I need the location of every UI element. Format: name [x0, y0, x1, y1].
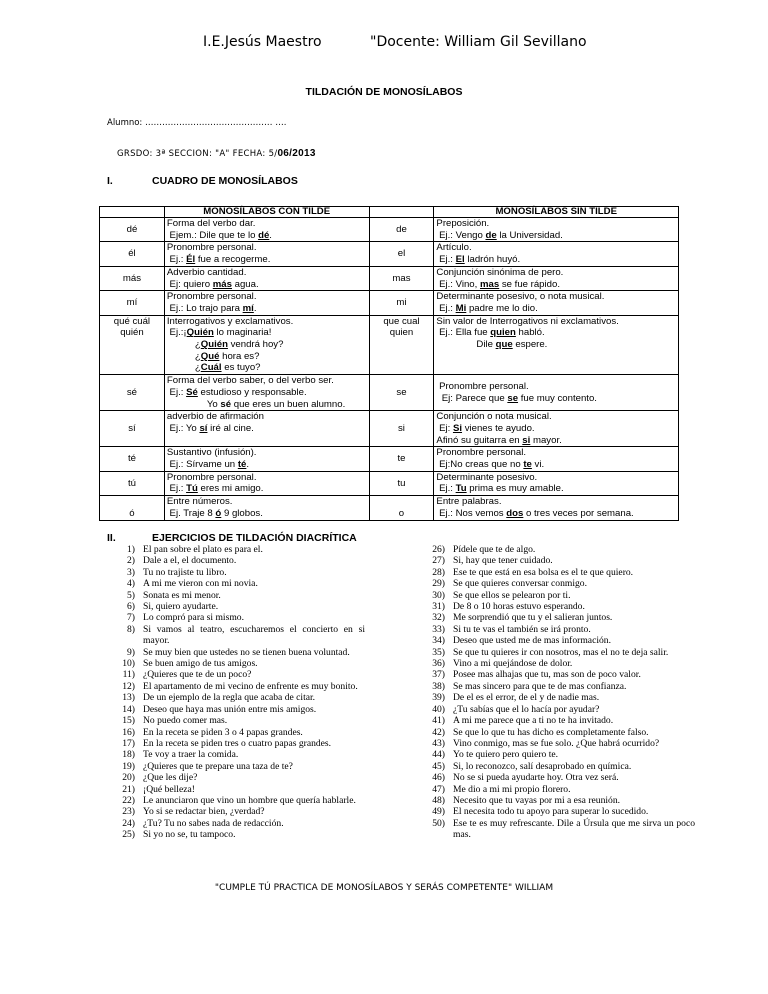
desc-te-tilde: Sustantivo (infusión). Ej.: Sírvame un té. [164, 447, 369, 471]
word-tu: tu [369, 471, 434, 495]
exercise-text: De el es el error, de el y de nadie mas. [453, 692, 600, 704]
exercise-text: ¡Qué belleza! [143, 783, 195, 795]
desc-se-tilde: Forma del verbo saber, o del verbo ser. Ej.: Sé estudioso y responsable. Yo sé que eres un buen alumno. [164, 375, 369, 411]
desc-interrogativos-tilde: Interrogativos y exclamativos. Ej.:¡Quién lo maginaria! ¿Quién vendrá hoy? ¿Qué hora es? ¿Cuál es tuyo? [164, 315, 369, 375]
exercise-number: 41) [432, 715, 445, 727]
header-sin-tilde: MONOSÍLABOS SIN TILDE [434, 207, 679, 218]
exercise-item [420, 727, 695, 738]
exercise-text: Yo te quiero pero quiero te. [453, 749, 559, 761]
exercise-number: 33) [432, 623, 445, 635]
exercise-number: 13) [122, 692, 135, 704]
table-row [100, 471, 679, 495]
exercise-item [110, 578, 365, 589]
word-o: o [369, 496, 434, 520]
exercise-text: En la receta se piden tres o cuatro papas grandes. [143, 737, 332, 749]
exercise-item [110, 795, 365, 806]
school-name: I.E.Jesús Maestro [203, 34, 322, 50]
exercise-number: 27) [432, 555, 445, 567]
exercise-item [420, 784, 695, 795]
word-te-tilde: té [100, 447, 165, 471]
header-blank-1 [100, 207, 165, 218]
exercise-text: ¿Quieres que te de un poco? [143, 669, 252, 681]
exercise-number: 44) [432, 749, 445, 761]
exercise-number: 42) [432, 726, 445, 738]
exercise-item [420, 590, 695, 601]
exercise-text: Si, hay que tener cuidado. [453, 555, 553, 567]
desc-mi: Determinante posesivo, o nota musical. Ej.: Mi padre me lo dio. [434, 291, 679, 315]
desc-mi-tilde: Pronombre personal. Ej.: Lo trajo para mí. [164, 291, 369, 315]
exercise-item [110, 761, 365, 772]
word-mi-tilde: mí [100, 291, 165, 315]
exercise-number: 28) [432, 566, 445, 578]
desc-si-tilde: adverbio de afirmación Ej.: Yo sí iré al cine. [164, 411, 369, 447]
exercise-text: No se si pueda ayudarte hoy. Otra vez será. [453, 772, 619, 784]
word-mi: mi [369, 291, 434, 315]
table-row [100, 411, 679, 447]
exercise-item [110, 784, 365, 795]
exercise-number: 24) [122, 817, 135, 829]
table-row [100, 218, 679, 242]
exercise-number: 38) [432, 680, 445, 692]
monosyllables-table [99, 206, 679, 521]
exercise-number: 35) [432, 646, 445, 658]
exercise-text: ¿Tu sabías que el lo hacía por ayudar? [453, 703, 600, 715]
exercise-item [420, 818, 695, 841]
exercise-item [110, 658, 365, 669]
desc-mas-tilde: Adverbio cantidad. Ej: quiero más agua. [164, 266, 369, 290]
exercise-item [420, 612, 695, 623]
exercise-item [420, 567, 695, 578]
exercise-text: De un ejemplo de la regla que acaba de citar. [143, 692, 316, 704]
exercise-item [110, 669, 365, 680]
exercise-number: 48) [432, 794, 445, 806]
exercise-text: Me sorprendió que tu y el salieran juntos. [453, 612, 613, 624]
exercise-text: Vino a mi quejándose de dolor. [453, 658, 573, 670]
exercise-item [420, 635, 695, 646]
exercise-item [110, 829, 365, 840]
exercise-item [110, 647, 365, 658]
desc-se: Pronombre personal. Ej: Parece que se fue muy contento. [434, 375, 679, 411]
word-interrogativos-tilde: qué cuál quién [100, 315, 165, 375]
exercise-text: No puedo comer mas. [143, 715, 228, 727]
date-value: 06/2013 [277, 148, 316, 159]
exercise-number: 37) [432, 669, 445, 681]
exercise-item [420, 692, 695, 703]
exercise-number: 2) [127, 555, 135, 567]
exercise-text: Necesito que tu vayas por mi a esa reunión. [453, 794, 621, 806]
page-title: TILDACIÓN DE MONOSÍLABOS [305, 86, 463, 98]
exercise-text: Ese te que está en esa bolsa es el te que quiero. [453, 566, 634, 578]
exercise-number: 10) [122, 658, 135, 670]
exercise-item [110, 772, 365, 783]
exercise-text: Le anunciaron que vino un hombre que quería hablarle. [143, 794, 356, 806]
exercise-item [110, 818, 365, 829]
exercise-text: A mi me parece que a ti no te ha invitado. [453, 715, 614, 727]
exercise-item [420, 749, 695, 760]
table-row [100, 291, 679, 315]
exercise-number: 32) [432, 612, 445, 624]
exercise-item [420, 738, 695, 749]
exercise-number: 50) [432, 817, 445, 829]
student-name-line: Alumno: ……………………………………… …. [107, 118, 287, 128]
word-o-tilde: ó [100, 496, 165, 520]
word-interrogativos: que cual quien [369, 315, 434, 375]
exercise-item [110, 567, 365, 578]
exercise-text: Se que quieres conversar conmigo. [453, 578, 588, 590]
exercise-number: 49) [432, 806, 445, 818]
exercise-item [420, 578, 695, 589]
exercise-number: 4) [127, 578, 135, 590]
exercise-number: 3) [127, 566, 135, 578]
exercise-item [420, 715, 695, 726]
exercise-item [110, 590, 365, 601]
grade-section-text: GRSDO: 3ª SECCION: "A" FECHA: 5/ [117, 149, 278, 159]
exercise-text: Pídele que te de algo. [453, 544, 536, 555]
teacher-name: "Docente: William Gil Sevillano [370, 34, 587, 50]
word-te: te [369, 447, 434, 471]
exercise-text: Me dio a mi mi propio florero. [453, 783, 571, 795]
word-de-tilde: dé [100, 218, 165, 242]
desc-el-tilde: Pronombre personal. Ej.: Él fue a recogerme. [164, 242, 369, 266]
exercise-item [420, 658, 695, 669]
exercise-number: 11) [122, 669, 135, 681]
exercise-text: Sonata es mi menor. [143, 589, 221, 601]
table-header-row [100, 207, 679, 218]
exercise-text: Se muy bien que ustedes no se tienen buena voluntad. [143, 646, 350, 658]
exercise-number: 23) [122, 806, 135, 818]
exercise-item [110, 681, 365, 692]
section-2-number: II. [107, 532, 116, 544]
word-el-tilde: él [100, 242, 165, 266]
exercise-text: Se que lo que tu has dicho es completamente falso. [453, 726, 649, 738]
exercise-number: 7) [127, 612, 135, 624]
exercise-item [110, 601, 365, 612]
exercise-number: 29) [432, 578, 445, 590]
exercise-text: El apartamento de mi vecino de enfrente es muy bonito. [143, 680, 358, 692]
word-de: de [369, 218, 434, 242]
exercise-text: Se que tu quieres ir con nosotros, mas el no te deja salir. [453, 646, 669, 658]
exercise-item [110, 749, 365, 760]
exercise-number: 21) [122, 783, 135, 795]
word-si: si [369, 411, 434, 447]
table-row [100, 496, 679, 520]
word-si-tilde: sí [100, 411, 165, 447]
exercise-item [110, 612, 365, 623]
section-1-number: I. [107, 175, 113, 187]
exercise-text: ¿Que les dije? [143, 772, 198, 784]
exercise-item [420, 761, 695, 772]
exercise-number: 39) [432, 692, 445, 704]
exercises-right-column [420, 544, 695, 841]
exercise-number: 40) [432, 703, 445, 715]
exercise-text: ¿Quieres que te prepare una taza de te? [143, 760, 293, 772]
exercise-number: 16) [122, 726, 135, 738]
exercise-number: 19) [122, 760, 135, 772]
exercise-text: Tu no trajiste tu libro. [143, 566, 227, 578]
exercise-text: Vino conmigo, mas se fue solo. ¿Que habrá ocurrido? [453, 737, 660, 749]
exercise-item [420, 555, 695, 566]
exercise-number: 36) [432, 658, 445, 670]
exercises-left-column [110, 544, 365, 841]
table-row [100, 375, 679, 411]
table-row [100, 266, 679, 290]
exercise-number: 8) [127, 623, 135, 635]
exercise-number: 45) [432, 760, 445, 772]
exercise-item [420, 647, 695, 658]
section-2-label: EJERCICIOS DE TILDACIÓN DIACRÍTICA [152, 532, 357, 544]
exercise-item [110, 555, 365, 566]
desc-o-tilde: Entre números. Ej. Traje 8 ó 9 globos. [164, 496, 369, 520]
exercise-text: Si yo no se, tu tampoco. [143, 829, 236, 841]
exercise-text: Si tu te vas el también se irá pronto. [453, 623, 591, 635]
exercise-number: 5) [127, 589, 135, 601]
exercise-number: 22) [122, 794, 135, 806]
exercise-text: Se mas sincero para que te de mas confianza. [453, 680, 627, 692]
desc-interrogativos: Sin valor de Interrogativos ni exclamativos. Ej.: Ella fue quien habló. Dile que espere. [434, 315, 679, 375]
exercise-number: 9) [127, 646, 135, 658]
exercise-item [110, 692, 365, 703]
word-se: se [369, 375, 434, 411]
exercise-text: Si, quiero ayudarte. [143, 601, 219, 613]
exercise-number: 6) [127, 601, 135, 613]
exercise-number: 26) [432, 544, 445, 555]
desc-tu-tilde: Pronombre personal. Ej.: Tú eres mi amigo. [164, 471, 369, 495]
exercise-text: Deseo que usted me de mas información. [453, 635, 611, 647]
desc-te: Pronombre personal. Ej:No creas que no te vi. [434, 447, 679, 471]
table-row [100, 242, 679, 266]
table-row [100, 315, 679, 375]
desc-tu: Determinante posesivo. Ej.: Tu prima es muy amable. [434, 471, 679, 495]
exercise-text: En la receta se piden 3 o 4 papas grandes. [143, 726, 303, 738]
exercise-item [420, 681, 695, 692]
exercise-number: 25) [122, 829, 135, 841]
word-mas: mas [369, 266, 434, 290]
exercise-item [420, 669, 695, 680]
exercise-number: 12) [122, 680, 135, 692]
exercise-item [110, 544, 365, 555]
desc-mas: Conjunción sinónima de pero. Ej.: Vino, mas se fue rápido. [434, 266, 679, 290]
desc-o: Entre palabras. Ej.: Nos vemos dos o tres veces por semana. [434, 496, 679, 520]
exercise-number: 31) [432, 601, 445, 613]
exercise-item [110, 715, 365, 726]
exercise-item [420, 624, 695, 635]
word-mas-tilde: más [100, 266, 165, 290]
exercise-text: Posee mas alhajas que tu, mas son de poco valor. [453, 669, 641, 681]
exercise-number: 18) [122, 749, 135, 761]
exercise-item [420, 601, 695, 612]
desc-el: Artículo. Ej.: El ladrón huyó. [434, 242, 679, 266]
desc-de-tilde: Forma del verbo dar. Ejem.: Dile que te lo dé. [164, 218, 369, 242]
exercise-text: A mi me vieron con mi novia. [143, 578, 258, 590]
exercise-item [110, 738, 365, 749]
exercise-number: 17) [122, 737, 135, 749]
grade-section-date [117, 148, 316, 159]
exercise-number: 46) [432, 772, 445, 784]
exercise-text: Deseo que haya mas unión entre mis amigos. [143, 703, 317, 715]
exercise-number: 20) [122, 772, 135, 784]
header-blank-2 [369, 207, 434, 218]
exercise-text: ¿Tu? Tu no sabes nada de redacción. [143, 817, 284, 829]
exercise-number: 1) [127, 544, 135, 555]
exercise-item [420, 795, 695, 806]
exercise-number: 47) [432, 783, 445, 795]
exercise-number: 30) [432, 589, 445, 601]
desc-si: Conjunción o nota musical. Ej: Si vienes te ayudo. Afinó su guitarra en si mayor. [434, 411, 679, 447]
exercise-text: Dale a el, el documento. [143, 555, 237, 567]
exercise-text: El pan sobre el plato es para el. [143, 544, 263, 555]
exercise-item [420, 772, 695, 783]
header-con-tilde: MONOSÍLABOS CON TILDE [164, 207, 369, 218]
exercise-item [420, 544, 695, 555]
word-tu-tilde: tú [100, 471, 165, 495]
exercise-text: Si, lo reconozco, salí desaprobado en química. [453, 760, 632, 772]
exercise-item [110, 727, 365, 738]
exercise-text: Se buen amigo de tus amigos. [143, 658, 258, 670]
exercise-text: De 8 o 10 horas estuvo esperando. [453, 601, 585, 613]
exercise-text: Si vamos al teatro, escucharemos el concierto en si mayor. [143, 623, 365, 647]
exercise-text: Yo si se redactar bien, ¿verdad? [143, 806, 265, 818]
word-se-tilde: sé [100, 375, 165, 411]
section-1-label: CUADRO DE MONOSÍLABOS [152, 175, 298, 187]
exercise-text: El necesita todo tu apoyo para superar lo sucedido. [453, 806, 649, 818]
exercise-item [110, 806, 365, 817]
exercise-number: 34) [432, 635, 445, 647]
exercise-text: Ese te es muy refrescante. Dile a Úrsula que me sirva un poco mas. [453, 817, 695, 841]
table-row [100, 447, 679, 471]
exercise-item [110, 704, 365, 715]
exercise-item [110, 624, 365, 647]
exercise-number: 15) [122, 715, 135, 727]
exercise-number: 43) [432, 737, 445, 749]
exercise-item [420, 704, 695, 715]
exercise-text: Te voy a traer la comida. [143, 749, 239, 761]
word-el: el [369, 242, 434, 266]
exercise-item [420, 806, 695, 817]
exercise-text: Se que ellos se pelearon por ti. [453, 589, 571, 601]
footer-motto: "CUMPLE TÚ PRACTICA DE MONOSÍLABOS Y SERÁS COMPETENTE" WILLIAM [214, 883, 554, 893]
exercise-text: Lo compró para si mismo. [143, 612, 244, 624]
desc-de: Preposición. Ej.: Vengo de la Universidad. [434, 218, 679, 242]
exercise-number: 14) [122, 703, 135, 715]
